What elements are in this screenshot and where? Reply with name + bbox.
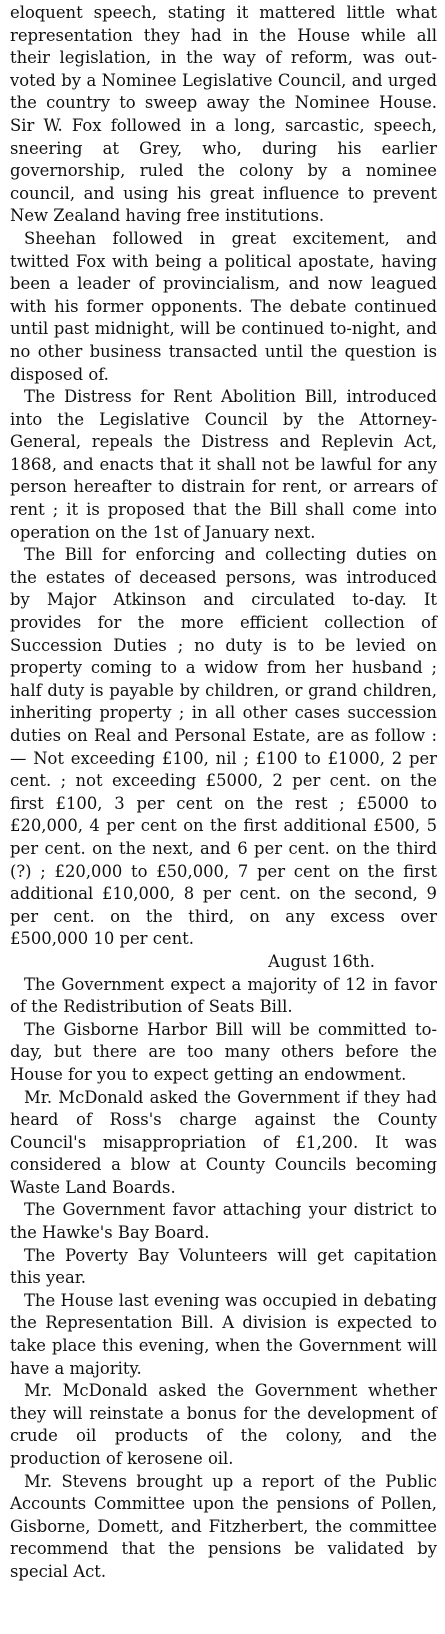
dateline: August 16th.: [268, 951, 375, 971]
paragraph-gisborne-harbor-bill: The Gisborne Harbor Bill will be committed to-day, but there are too many others before the House for you to expect getting an endowment.: [10, 1019, 437, 1084]
paragraph-mcdonald-ross-charge: Mr. McDonald asked the Government if they had heard of Ross's charge against the County Council's misappropriation of £1,200. It was considered a blow at County Councils becoming Waste Land Boards.: [10, 1087, 437, 1197]
paragraph-succession-duties-bill: The Bill for enforcing and collecting duties on the estates of deceased persons, was introduced by Major Atkinson and circulated to-day. It provides for the more efficient collection of Succession Duties ; no duty is to be levied on property coming to a widow from her husband ; half duty is payable by children, or grand children, inheriting property ; in all other cases succession duties on Real and Personal Estate, are as follow :— Not exceeding £100, nil ; £100 to £1000, 2 per cent. ; not exceeding £5000, 2 per cent. on the first £100, 3 per cent on the rest ; £5000 to £20,000, 4 per cent on the first additional £500, 5 per cent. on the next, and 6 per cent. on the third (?) ; £20,000 to £50,000, 7 per cent on the first additional £10,000, 8 per cent. on the second, 9 per cent. on the third, on any excess over £500,000 10 per cent.: [10, 545, 437, 949]
paragraph-representation-bill: The House last evening was occupied in debating the Representation Bill. A division is expected to take place this evening, when the Government will have a majority.: [10, 1290, 437, 1378]
paragraph-poverty-bay-volunteers: The Poverty Bay Volunteers will get capitation this year.: [10, 1245, 437, 1288]
paragraph-sheehan: Sheehan followed in great excitement, and twitted Fox with being a political apostate, having been a leader of provincialism, and now leagued with his former opponents. The debate continued until past midnight, will be continued to-night, and no other business transacted until the question is disposed of.: [10, 228, 437, 384]
paragraph-debate-speeches: eloquent speech, stating it mattered little what representation they had in the House while all their legislation, in the way of reform, was out-voted by a Nominee Legislative Council, and urged the country to sweep away the Nominee House. Sir W. Fox followed in a long, sarcastic, speech, sneering at Grey, who, during his earlier governorship, ruled the colony by a nominee council, and using his great influence to prevent New Zealand having free institutions.: [10, 3, 437, 226]
paragraph-redistribution-majority: The Government expect a majority of 12 in favor of the Redistribution of Seats Bill.: [10, 974, 437, 1017]
paragraph-hawkes-bay-board: The Government favor attaching your district to the Hawke's Bay Board.: [10, 1200, 437, 1243]
paragraph-stevens-pensions-report: Mr. Stevens brought up a report of the Public Accounts Committee upon the pensions of Pollen, Gisborne, Domett, and Fitzherbert, the committee recommend that the pensions be validated by special Act.: [10, 1471, 437, 1581]
paragraph-mcdonald-oil-bonus: Mr. McDonald asked the Government whether they will reinstate a bonus for the development of crude oil products of the colony, and the production of kerosene oil.: [10, 1381, 437, 1468]
paragraph-distress-for-rent-bill: The Distress for Rent Abolition Bill, introduced into the Legislative Council by the Attorney-General, repeals the Distress and Replevin Act, 1868, and enacts that it shall not be lawful for any person hereafter to distrain for rent, or arrears of rent ; it is proposed that the Bill shall come into operation on the 1st of January next.: [10, 387, 437, 542]
